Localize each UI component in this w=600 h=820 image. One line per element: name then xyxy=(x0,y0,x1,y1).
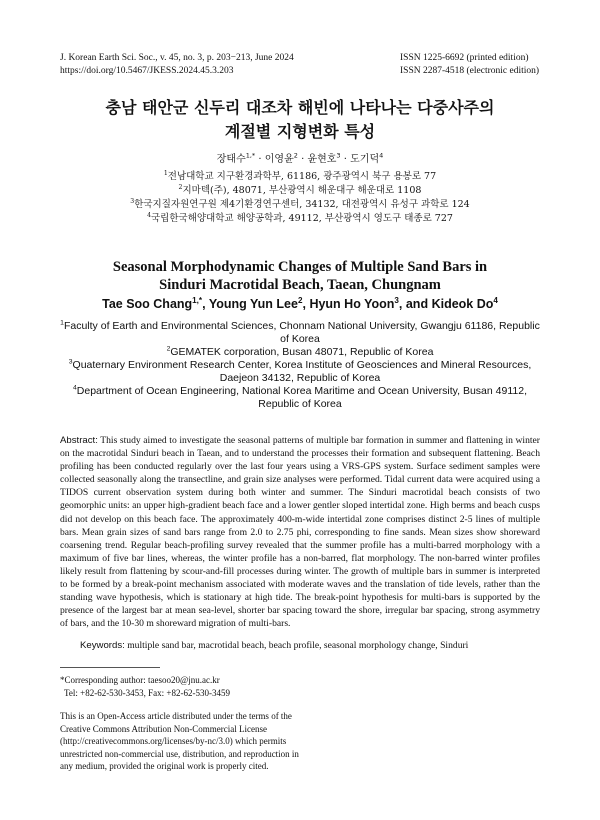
keywords-label: Keywords: xyxy=(80,640,125,651)
korean-author: 장태수 xyxy=(216,154,246,165)
author-affil-marker: 3 xyxy=(336,151,341,160)
affil-text: Department of Ocean Engineering, National Korea Maritime and Ocean University, Busan 49112, Republic of Korea xyxy=(76,385,527,410)
english-title xyxy=(40,258,560,294)
korean-affiliation xyxy=(40,170,560,184)
english-author: Hyun Ho Yoon xyxy=(309,297,395,311)
english-title-line1: Seasonal Morphodynamic Changes of Multiple Sand Bars in xyxy=(112,259,488,275)
english-affiliations xyxy=(60,320,540,411)
korean-author: 도기덕 xyxy=(350,154,380,165)
english-title-line2: Sinduri Macrotidal Beach, Taean, Chungnam xyxy=(159,277,441,293)
affil-text: 한국지질자원연구원 제4기환경연구센터, 34132, 대전광역시 유성구 과학로 124 xyxy=(134,199,470,210)
affil-marker: 4 xyxy=(73,384,77,392)
author-separator: , and xyxy=(398,297,432,311)
english-affiliation xyxy=(60,346,540,359)
korean-title-line2: 계절별 지형변화 특성 xyxy=(224,122,376,141)
affil-text: GEMATEK corporation, Busan 48071, Republic of Korea xyxy=(170,346,434,358)
author-affil-marker: 1,* xyxy=(245,151,256,160)
english-affiliation xyxy=(60,359,540,385)
korean-author: 윤현호 xyxy=(307,154,337,165)
affil-marker: 3 xyxy=(130,197,135,205)
affil-marker: 2 xyxy=(166,345,171,353)
footnote-divider xyxy=(60,667,160,668)
author-affil-marker: 4 xyxy=(379,151,384,160)
english-authors xyxy=(40,297,560,311)
affil-text: Quaternary Environment Research Center, Korea Institute of Geosciences and Mineral Resources, Daejeon 34132, Republic of Korea xyxy=(72,359,532,384)
author-separator: · xyxy=(258,154,262,165)
affil-text: 전남대학교 지구환경과학부, 61186, 광주광역시 북구 용봉로 77 xyxy=(167,171,437,182)
affil-text: Faculty of Earth and Environmental Sciences, Chonnam National University, Gwangju 61186, Republic of Korea xyxy=(63,320,540,345)
affil-marker: 4 xyxy=(147,211,151,219)
affil-marker: 1 xyxy=(60,319,64,327)
english-author: Tae Soo Chang xyxy=(102,297,193,311)
issn-block xyxy=(400,52,539,77)
abstract-label: Abstract: xyxy=(60,435,98,446)
english-affiliation xyxy=(60,320,540,346)
korean-author: 이영윤 xyxy=(264,154,294,165)
keywords-text: multiple sand bar, macrotidal beach, beach profile, seasonal morphology change, Sinduri xyxy=(124,640,469,651)
english-author: Kideok Do xyxy=(431,297,494,311)
affil-marker: 1 xyxy=(163,169,168,177)
journal-citation xyxy=(60,52,294,77)
corresponding-author xyxy=(60,674,230,699)
korean-affiliation xyxy=(40,212,560,226)
author-affil-marker: 2 xyxy=(293,151,298,160)
korean-affiliation xyxy=(40,198,560,212)
issn-print: ISSN 1225-6692 (printed edition) xyxy=(400,53,529,63)
issn-electronic: ISSN 2287-4518 (electronic edition) xyxy=(400,65,540,76)
abstract-text: This study aimed to investigate the seasonal patterns of multiple bar formation in summer and flattening in winter on the macrotidal Sinduri beach in Taean, and to understand the processes their formation and subsequent flattening. Beach profiling has been conducted regularly over the last four years using a VRS-GPS system. Surface sediment samples were collected seasonally along the transectline, and grain size analyses were performed. Tidal current data were acquired using a TIDOS current observation system during both winter and summer. The Sinduri macrotidal beach consists of two geomorphic units: an upper high-gradient beach face and a lower gentler sloped intertidal zone. High berms and beach cusps did not develop on this beach face. The approximately 400-m-wide intertidal zone comprises distinct 2-5 lines of multiple bars. Mean grain sizes of sand bars range from 2.0 to 2.75 phi, corresponding to fine sands. Mean sizes show shoreward coarsening trend. Regular beach-profiling survey revealed that the summer profile has a multi-barred morphology with a maximum of five bar lines, whereas, the winter profile has a non-barred, flat morphology. The non-barred winter profiles likely result from flattening by scour-and-fill processes during winter. The growth of multiple bars in summer is interpreted to be formed by a break-point mechanism associated with moderate waves and the translation of tide levels, rather than the standing wave hypothesis, which is stationary at high tide. The break-point hypothesis for multi-bars is supported by the presence of the largest bar at mean sea-level, shorter bar spacing toward the shore, irregular bar spacing, strong asymmetry of bars, and the 10-30 m shoreward migration of multi-bars. xyxy=(60,435,540,630)
doi-link[interactable]: https://doi.org/10.5467/JKESS.2024.45.3.203 xyxy=(60,65,234,76)
korean-affiliation xyxy=(40,184,560,198)
author-affil-marker: 1,* xyxy=(192,295,203,305)
author-separator: , xyxy=(202,297,209,311)
english-affiliation xyxy=(60,385,540,411)
korean-title-line1: 충남 태안군 신두리 대조차 해빈에 나타나는 다중사주의 xyxy=(105,98,495,117)
korean-authors xyxy=(40,150,560,165)
author-affil-marker: 2 xyxy=(297,295,303,305)
korean-title xyxy=(40,96,560,144)
author-separator: · xyxy=(301,154,305,165)
author-separator: · xyxy=(343,154,347,165)
corresponding-email: *Corresponding author: taesoo20@jnu.ac.kr xyxy=(60,675,220,685)
corresponding-phone: Tel: +82-62-530-3453, Fax: +82-62-530-3459 xyxy=(64,687,230,698)
english-author: Young Yun Lee xyxy=(208,297,298,311)
journal-line: J. Korean Earth Sci. Soc., v. 45, no. 3, p. 203−213, June 2024 xyxy=(60,53,294,63)
author-affil-marker: 3 xyxy=(394,295,399,305)
author-affil-marker: 4 xyxy=(493,295,498,305)
affil-text: 지마텍(주), 48071, 부산광역시 해운대구 해운대로 1108 xyxy=(182,185,422,196)
korean-affiliations xyxy=(40,170,560,226)
keywords xyxy=(80,640,540,651)
author-separator: , xyxy=(302,297,310,311)
abstract xyxy=(60,434,540,630)
license-notice: This is an Open-Access article distributed under the terms of the Creative Commons Attribution Non-Commercial License (http://creativecommons.org/licenses/by-nc/3.0) which permits unrestricted non-commercial use, distribution, and reproduction in any medium, provided the original work is properly cited. xyxy=(60,711,299,771)
affil-text: 국립한국해양대학교 해양공학과, 49112, 부산광역시 영도구 태종로 727 xyxy=(150,213,453,224)
affil-marker: 2 xyxy=(178,183,183,191)
affil-marker: 3 xyxy=(68,358,73,366)
